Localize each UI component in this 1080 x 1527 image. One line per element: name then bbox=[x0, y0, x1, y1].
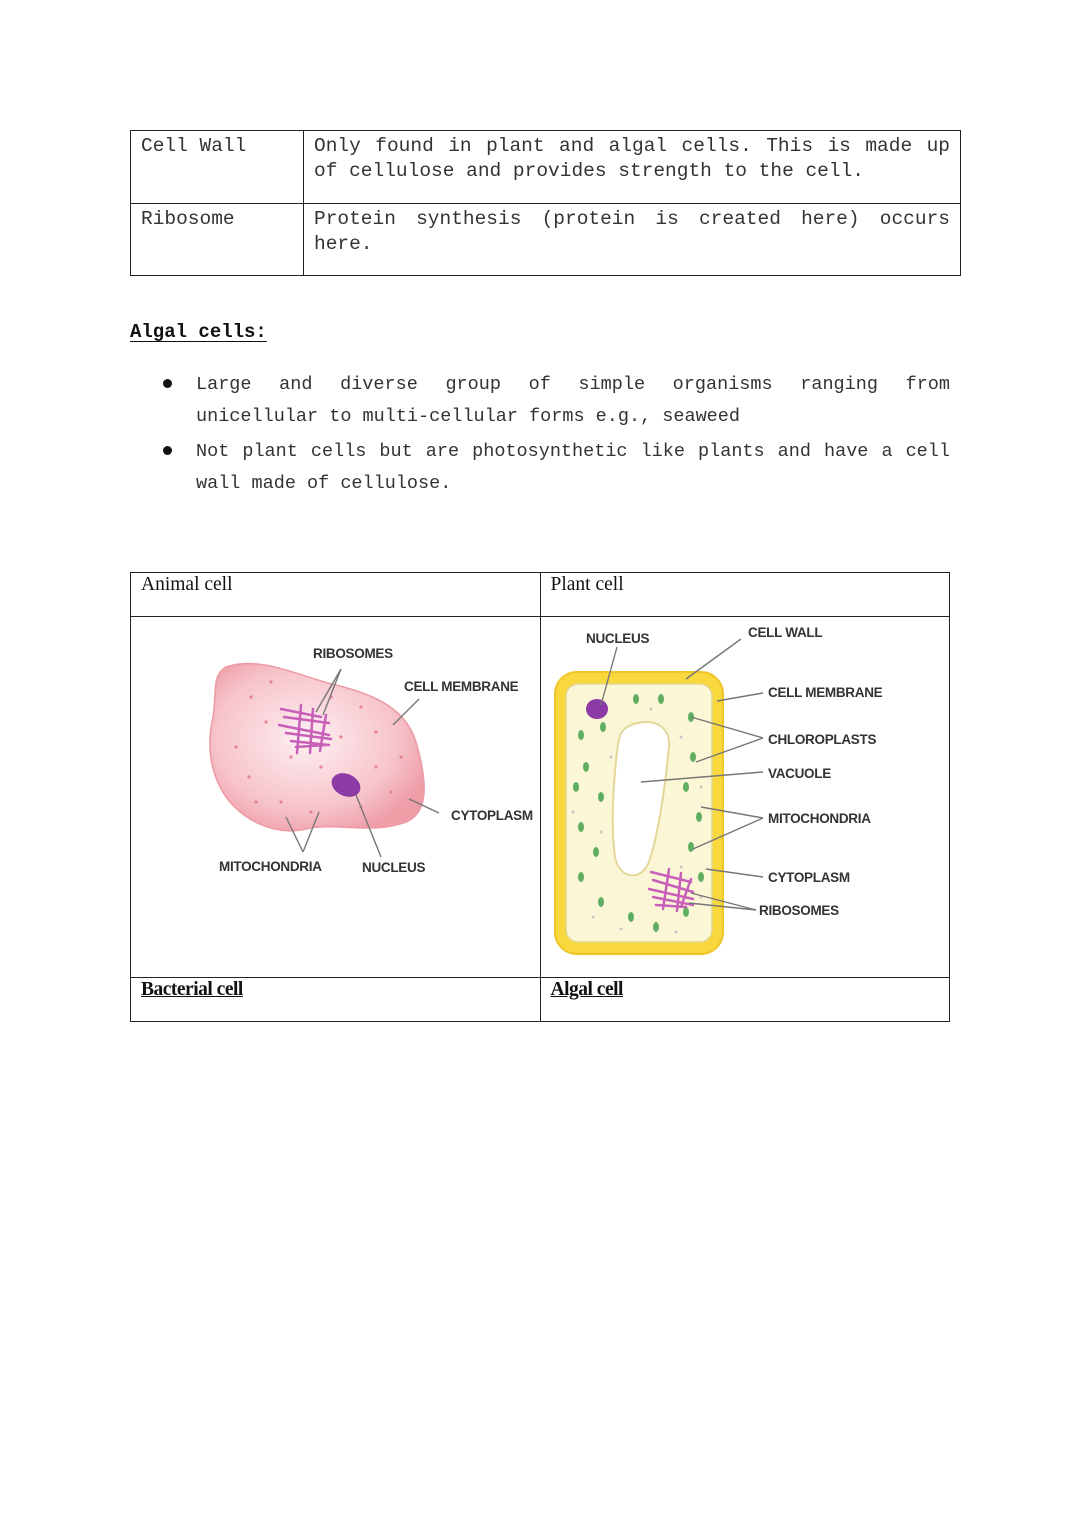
nucleus-shape bbox=[586, 699, 608, 719]
algal-cell-title bbox=[540, 977, 950, 1021]
animal-cell-title: Animal cell bbox=[131, 573, 541, 617]
ribosomes-label: RIBOSOMES bbox=[758, 903, 839, 919]
table-row bbox=[131, 131, 961, 204]
vacuole-label: VACUOLE bbox=[767, 766, 831, 782]
cell-types-table bbox=[130, 572, 950, 1022]
ribosomes-label: RIBOSOMES bbox=[313, 646, 393, 662]
bacterial-cell-title-text: Bacterial cell bbox=[141, 978, 243, 1000]
plant-cell-diagram bbox=[541, 617, 950, 975]
description-cell: Only found in plant and algal cells. This is made up of cellulose and provides strength to the cell. bbox=[304, 131, 961, 204]
cytoplasm-label: CYTOPLASM bbox=[767, 870, 850, 886]
mitochondria-label: MITOCHONDRIA bbox=[219, 859, 322, 875]
bullet-icon bbox=[163, 446, 172, 455]
nucleus-label: NUCLEUS bbox=[362, 860, 426, 876]
bullet-list bbox=[160, 369, 950, 503]
list-item bbox=[160, 369, 950, 432]
algal-cell-title-text: Algal cell bbox=[550, 978, 623, 1000]
description-cell: Protein synthesis (protein is created here) occurs here. bbox=[304, 203, 961, 276]
table-row bbox=[131, 203, 961, 276]
cytoplasm-label: CYTOPLASM bbox=[451, 808, 533, 824]
mitochondria-label: MITOCHONDRIA bbox=[767, 811, 871, 827]
bullet-text: Large and diverse group of simple organisms ranging from unicellular to multi-cellular forms e.g., seaweed bbox=[196, 374, 950, 427]
section-heading-algal-cells: Algal cells: bbox=[130, 321, 267, 343]
cell-wall-label: CELL WALL bbox=[747, 625, 822, 641]
term-cell: Ribosome bbox=[131, 203, 304, 276]
bullet-icon bbox=[163, 379, 172, 388]
animal-cell-diagram bbox=[131, 617, 540, 975]
list-item bbox=[160, 436, 950, 499]
cell-membrane-label: CELL MEMBRANE bbox=[767, 685, 882, 701]
bacterial-cell-title bbox=[131, 977, 541, 1021]
cell-membrane-shape bbox=[210, 664, 424, 831]
organelle-table bbox=[130, 130, 961, 276]
cell-membrane-label: CELL MEMBRANE bbox=[404, 679, 519, 695]
chloroplasts-label: CHLOROPLASTS bbox=[767, 732, 876, 748]
plant-cell-title: Plant cell bbox=[540, 573, 950, 617]
plant-cell-diagram-cell bbox=[540, 617, 950, 977]
bullet-text: Not plant cells but are photosynthetic like plants and have a cell wall made of cellulose. bbox=[196, 441, 950, 494]
animal-cell-diagram-cell bbox=[131, 617, 541, 977]
term-cell: Cell Wall bbox=[131, 131, 304, 204]
nucleus-label: NUCLEUS bbox=[585, 631, 649, 647]
